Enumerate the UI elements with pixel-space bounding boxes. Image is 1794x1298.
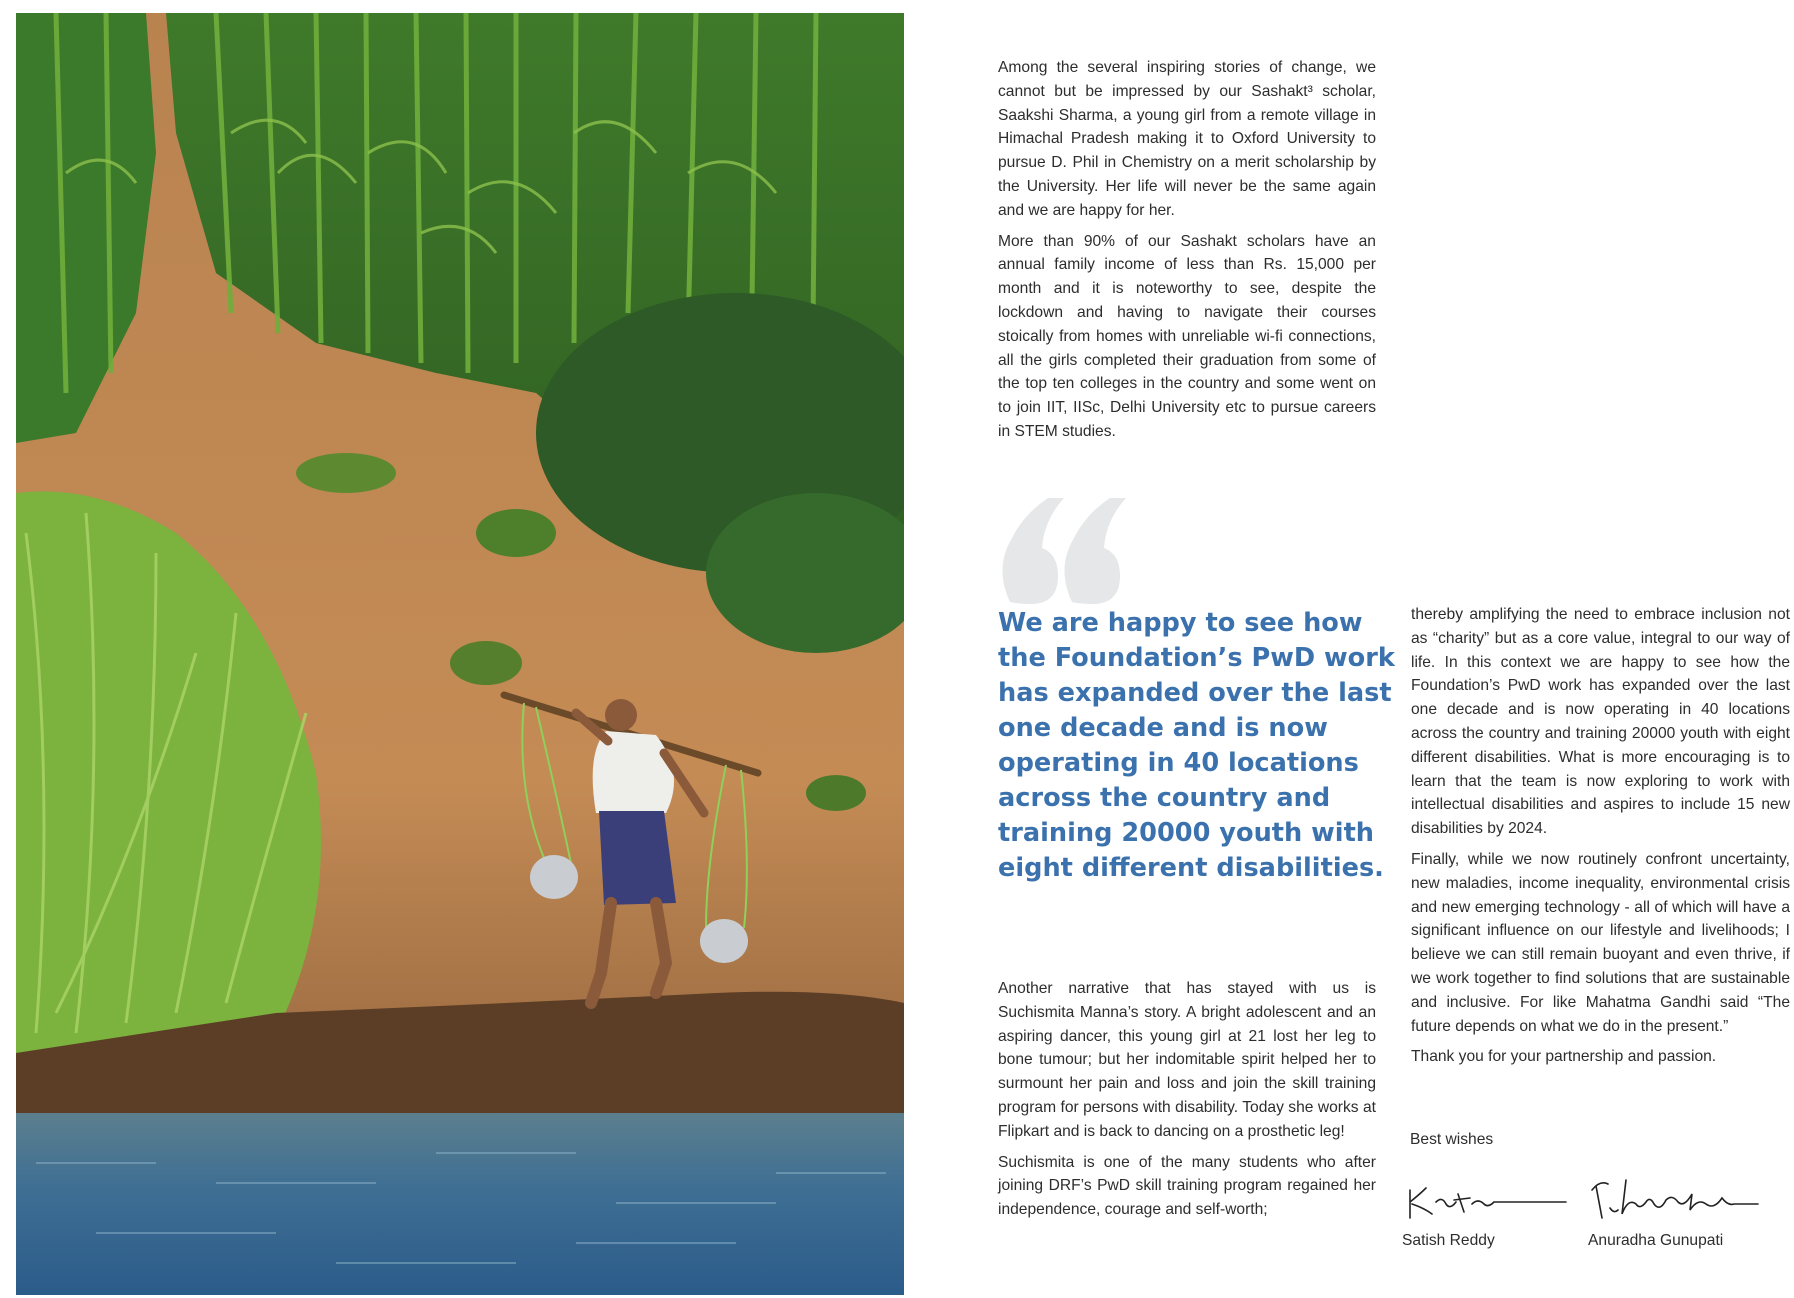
paragraph-sashakt-scholars: More than 90% of our Sashakt scholars have an annual family income of less than Rs. 15,000 per month and it is noteworthy to see, despite the lockdown and having to navigate their courses stoically from homes with unreliable wi-fi connections, all the girls completed their graduation from some of the top ten colleges in the country and some went on to join IIT, IISc, Delhi University etc to pursue careers in STEM studies. <box>998 232 1376 440</box>
paragraph-suchismita-story: Another narrative that has stayed with us is Suchismita Manna’s story. A bright adolescent and an aspiring dancer, this young girl at 21 lost her leg to bone tumour; but her indomitable spirit helped her to surmount her pain and loss and join the skill training program for persons with disability. Today she works at Flipkart and is back to dancing on a prosthetic leg! <box>998 980 1376 1140</box>
signatory-anuradha-gunupati <box>1588 1168 1788 1250</box>
paragraph-saakshi-story: Among the several inspiring stories of change, we cannot but be impressed by our Sashakt³ scholar, Saakshi Sharma, a young girl from a remote village in Himachal Pradesh making it to Oxford University to pursue D. Phil in Chemistry on a merit scholarship by the University. Her life will never be the same again and we are happy for her. <box>998 59 1376 219</box>
signatory-satish-reddy <box>1402 1172 1582 1250</box>
closing-text-column <box>1411 603 1790 1076</box>
pull-quote: We are happy to see how the Foundation’s PwD work has expanded over the last one decade and is now operating in 40 locations across the country and training 20000 youth with eight different disabilities. <box>998 608 1395 883</box>
satish-reddy-signature <box>1402 1172 1572 1228</box>
paragraph-pwd-training: Suchismita is one of the many students who after joining DRF’s PwD skill training program regained her independence, courage and self-worth; <box>998 1153 1376 1219</box>
paragraph-inclusion: thereby amplifying the need to embrace inclusion not as “charity” but as a core value, integral to our way of life. In this context we are happy to see how the Foundation’s PwD work has expanded over the last one decade and is now operating in 40 locations across the country and training 20000 youth with eight different disabilities. What is more encouraging is to learn that the team is now exploring to work with intellectual disabilities and aspires to include 15 new disabilities by 2024. <box>1411 606 1790 838</box>
paragraph-gandhi-quote: Finally, while we now routinely confront uncertainty, new maladies, income inequality, environmental crisis and new emerging technology - all of which will have a significant influence on our lifestyle and livelihoods; I believe we can still remain buoyant and even thrive, if we work together to find solutions that are sustainable and inclusive. For like Mahatma Gandhi said “The future depends on what we do in the present.” <box>1411 850 1790 1035</box>
suchismita-text-column <box>998 977 1376 1229</box>
closing-salutation: Best wishes <box>1410 1131 1494 1148</box>
riverbank-water-carrier-photo <box>16 13 904 1295</box>
anuradha-gunupati-signature <box>1588 1168 1768 1228</box>
quotation-mark-icon <box>1000 498 1128 604</box>
signatory-name: Anuradha Gunupati <box>1588 1232 1724 1249</box>
signatory-name: Satish Reddy <box>1402 1232 1495 1249</box>
intro-text-column <box>998 56 1376 451</box>
paragraph-thank-you: Thank you for your partnership and passion. <box>1411 1048 1717 1066</box>
